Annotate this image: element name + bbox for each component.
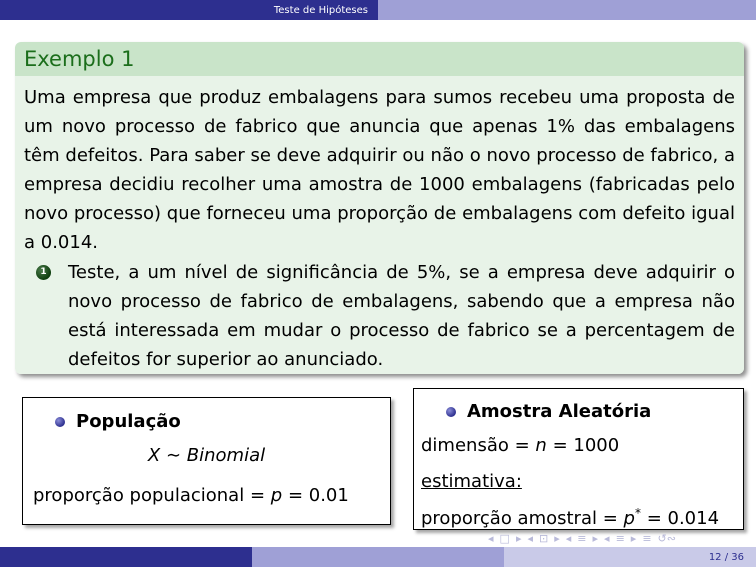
nav-prev-subsection-icon[interactable]: ◂	[527, 531, 533, 545]
nav-prev-document-icon[interactable]: ◂	[604, 531, 610, 545]
sample-box	[413, 388, 744, 530]
example-body	[15, 76, 744, 374]
header-section-bar	[378, 0, 756, 20]
nav-frame-icon[interactable]: □	[499, 531, 510, 545]
nav-document-icon[interactable]: ≡	[615, 531, 625, 545]
nav-subsection-icon[interactable]: ⊡	[539, 531, 549, 545]
bullet-icon	[446, 407, 456, 417]
bullet-icon	[55, 417, 65, 427]
example-title: Exemplo 1	[15, 42, 744, 76]
population-heading: População	[76, 411, 181, 432]
nav-section-icon[interactable]: ≡	[577, 531, 587, 545]
nav-next-subsection-icon[interactable]: ▸	[554, 531, 560, 545]
example-block	[15, 42, 744, 374]
nav-prev-frame-icon[interactable]: ◂	[488, 531, 494, 545]
nav-next-document-icon[interactable]: ▸	[630, 531, 637, 545]
nav-next-section-icon[interactable]: ▸	[592, 531, 599, 545]
sample-heading: Amostra Aleatória	[467, 401, 652, 422]
population-proportion: proporção populacional = p = 0.01	[33, 485, 349, 506]
footer-bar	[0, 547, 756, 567]
nav-search-icon[interactable]: ↺∾	[657, 531, 676, 545]
example-paragraph: Uma empresa que produz embalagens para sumos recebeu uma proposta de um novo processo de fabrico que anuncia que apenas 1% das embalagens têm defeitos. Para saber se deve adquirir ou não o novo processo de fabrico, a empresa decidiu recolher uma amostra de 1000 embalagens (fabricadas pelo novo processo) que forneceu uma proporção de embalagens com defeito igual a 0.014.	[24, 87, 735, 253]
enumeration-ball-icon: 1	[36, 265, 51, 280]
beamer-navigation	[488, 531, 676, 545]
nav-next-frame-icon[interactable]: ▸	[515, 531, 522, 545]
enumerated-item	[24, 258, 735, 374]
estimate-label: estimativa:	[421, 471, 522, 492]
header-bar	[0, 0, 756, 20]
distribution-line: X ∼ Binomial	[147, 445, 266, 466]
header-title: Teste de Hipóteses	[0, 0, 378, 20]
nav-prev-section-icon[interactable]: ◂	[565, 531, 572, 545]
population-box	[22, 397, 391, 525]
enumerated-item-text: Teste, a um nível de significância de 5%, se a empresa deve adquirir o novo processo de fabrico de embalagens, sabendo que a empresa não está interessada em mudar o processo de fabrico se a percentagem de defeitos for superior ao anunciado.	[68, 262, 735, 370]
page-number: 12 / 36	[708, 551, 744, 563]
nav-appendix-icon[interactable]: ≡	[642, 531, 652, 545]
sample-proportion: proporção amostral = p* = 0.014	[421, 506, 720, 529]
sample-size: dimensão = n = 1000	[421, 435, 620, 456]
